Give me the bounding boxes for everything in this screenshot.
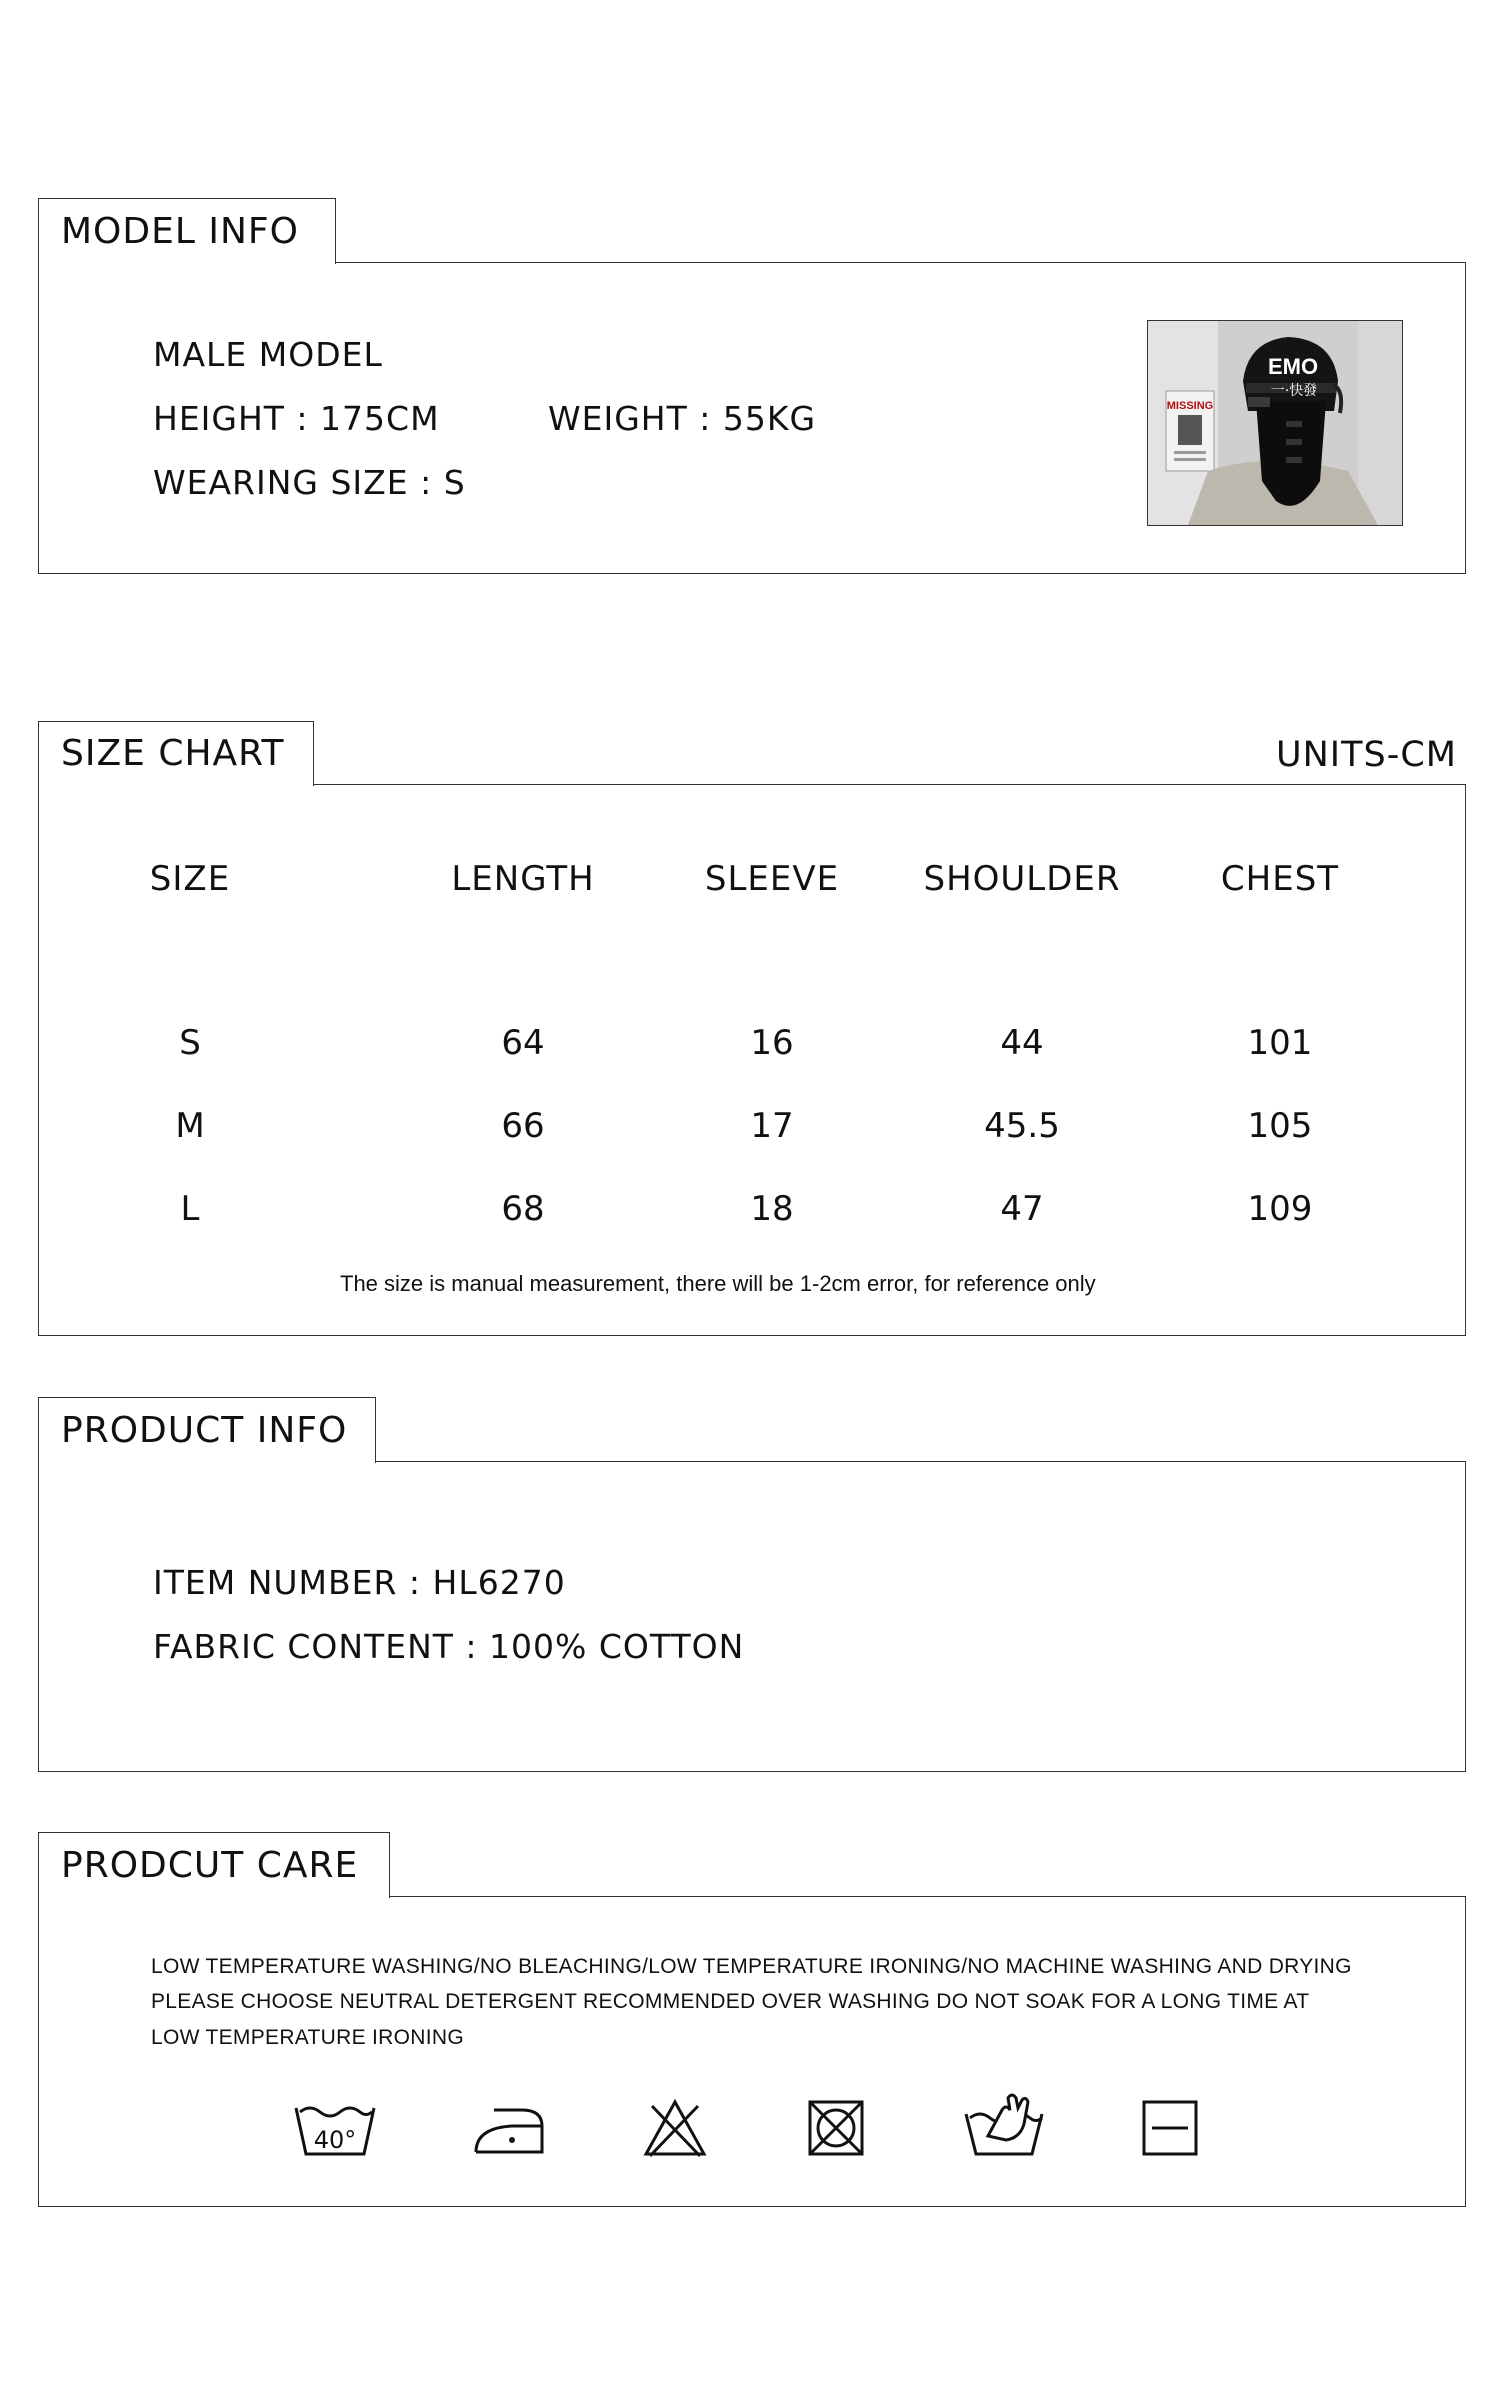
size-chart-tab: SIZE CHART [38,721,314,786]
poster-text: MISSING [1166,400,1214,412]
product-info-panel [38,1461,1466,1772]
table-row-m-chest: 105 [1247,1106,1313,1146]
column-header-length: LENGTH [451,859,595,899]
column-header-sleeve: SLEEVE [704,859,840,899]
table-row-s-shoulder: 44 [1000,1023,1044,1063]
model-photo [1147,320,1403,526]
table-row-l-chest: 109 [1247,1189,1313,1229]
model-photo-image [1148,321,1402,525]
column-header-chest: CHEST [1220,859,1340,899]
no-tumble-dry-icon [806,2098,866,2158]
no-bleach-icon [642,2098,708,2158]
fabric-content: FABRIC CONTENT : 100% COTTON [153,1627,745,1666]
table-row-m-sleeve: 17 [750,1106,794,1146]
table-row-l-sleeve: 18 [750,1189,794,1229]
column-header-shoulder: SHOULDER [923,859,1121,899]
product-care-panel [38,1896,1466,2207]
table-row-l-shoulder: 47 [1000,1189,1044,1229]
table-row-s-size: S [179,1023,201,1063]
wash-40-icon [292,2098,378,2158]
item-number: ITEM NUMBER : HL6270 [153,1563,566,1602]
table-row-m-size: M [175,1106,205,1146]
helmet-text: EMO [1267,354,1319,379]
size-chart-units: UNITS-CM [1276,735,1457,775]
model-wearing-size: WEARING SIZE : S [153,463,466,502]
model-weight: WEIGHT : 55KG [548,399,817,438]
care-line-2: PLEASE CHOOSE NEUTRAL DETERGENT RECOMMENDED OVER WASHING DO NOT SOAK FOR A LONG TIME AT [151,1990,1310,2013]
table-row-l-size: L [180,1189,200,1229]
column-header-size: SIZE [149,859,231,899]
product-info-tab: PRODUCT INFO [38,1397,376,1463]
dry-flat-icon [1140,2098,1200,2158]
table-row-l-length: 68 [501,1189,545,1229]
table-row-s-length: 64 [501,1023,545,1063]
model-height: HEIGHT : 175CM [153,399,440,438]
iron-low-icon [472,2102,546,2156]
table-row-s-sleeve: 16 [750,1023,794,1063]
care-line-3: LOW TEMPERATURE IRONING [151,2026,464,2049]
care-line-1: LOW TEMPERATURE WASHING/NO BLEACHING/LOW TEMPERATURE IRONING/NO MACHINE WASHING AND DRYING [151,1955,1352,1978]
table-row-m-shoulder: 45.5 [984,1106,1060,1146]
hand-wash-icon [962,2090,1046,2158]
product-care-tab: PRODCUT CARE [38,1832,390,1898]
helmet-subtext: 一·快發 [1270,383,1318,399]
table-row-s-chest: 101 [1247,1023,1313,1063]
wash-temp-label: 40° [313,2126,357,2154]
table-row-m-length: 66 [501,1106,545,1146]
model-info-tab: MODEL INFO [38,198,336,264]
model-gender: MALE MODEL [153,335,383,374]
size-chart-note: The size is manual measurement, there will be 1-2cm error, for reference only [340,1271,1096,1296]
